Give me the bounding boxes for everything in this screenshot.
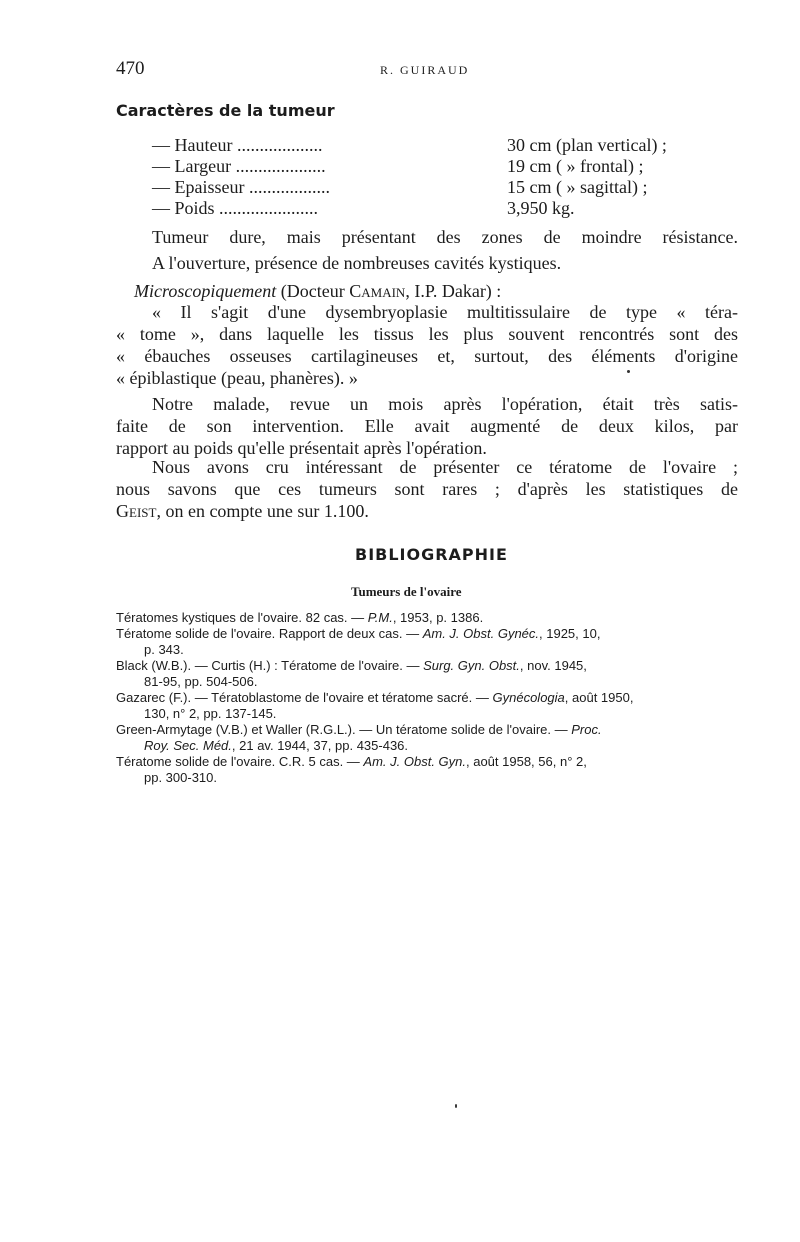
journal-title: Surg. Gyn. Obst. [423, 658, 520, 673]
text-line: A l'ouverture, présence de nombreuses cavités kystiques. [152, 253, 562, 273]
journal-title: Gynécologia [492, 690, 565, 705]
text-fragment: Gazarec (F.). — Tératoblastome de l'ovaire et tératome sacré. — [116, 690, 493, 705]
text-line [116, 500, 738, 522]
measurement-value: 30 cm (plan vertical) ; [507, 135, 667, 155]
section-title: Caractères de la tumeur [116, 101, 335, 120]
speck-mark [627, 370, 630, 373]
journal-title: Roy. Sec. Méd. [144, 738, 232, 753]
author-name: Camain [349, 281, 406, 301]
bibliography-title: BIBLIOGRAPHIE [355, 545, 508, 564]
bibliography-subtitle: Tumeurs de l'ovaire [351, 584, 462, 599]
reference-line [116, 626, 740, 642]
text-fragment: , nov. 1945, [519, 658, 587, 673]
author-name: Geist [116, 501, 157, 521]
reference-line [116, 754, 740, 770]
text-fragment: Tératomes kystiques de l'ovaire. 82 cas. — [116, 610, 368, 625]
text-fragment: , août 1950, [564, 690, 634, 705]
measurement-label: — Epaisseur .................. [152, 177, 330, 197]
measurement-label: — Poids ...................... [152, 198, 319, 218]
reference-line [116, 738, 740, 754]
measurement-height [152, 135, 752, 157]
quote-line: « ébauches osseuses cartilagineuses et, surtout, des éléments d'origine [116, 346, 738, 366]
measurement-value: 19 cm ( » frontal) ; [507, 156, 644, 176]
reference-line: p. 343. [144, 642, 184, 657]
quote-line: « Il s'agit d'une dysembryoplasie multitissulaire de type « téra- [152, 302, 738, 322]
quote-line: « tome », dans laquelle les tissus les plus souvent rencontrés sont des [116, 324, 738, 344]
reference-line: 130, n° 2, pp. 137-145. [144, 706, 277, 721]
journal-title: Am. J. Obst. Gyn. [363, 754, 466, 769]
reference-line [116, 610, 740, 626]
measurement-value: 15 cm ( » sagittal) ; [507, 177, 648, 197]
reference-item [116, 610, 740, 626]
speck-mark [455, 1104, 457, 1108]
text-line: rapport au poids qu'elle présentait après l'opération. [116, 438, 487, 458]
text-line: Notre malade, revue un mois après l'opération, était très satis- [152, 394, 738, 414]
text-fragment: , 21 av. 1944, 37, pp. 435-436. [231, 738, 409, 753]
text-line: nous savons que ces tumeurs sont rares ; d'après les statistiques de [116, 479, 738, 499]
paragraph-opening [116, 252, 738, 274]
text-fragment: , 1953, p. 1386. [392, 610, 484, 625]
text-fragment: , on en compte une sur 1.100. [156, 501, 369, 521]
journal-title: Am. J. Obst. Gynéc. [422, 626, 540, 641]
measurement-value: 3,950 kg. [507, 198, 575, 218]
text-fragment: , I.P. Dakar) : [405, 281, 502, 301]
quote-line: « épiblastique (peau, phanères). » [116, 368, 358, 388]
text-fragment: , 1925, 10, [539, 626, 601, 641]
measurement-weight [152, 198, 752, 220]
text-fragment: , août 1958, 56, n° 2, [466, 754, 587, 769]
text-line: faite de son intervention. Elle avait augmenté de deux kilos, par [116, 416, 738, 436]
paragraph-followup [116, 393, 738, 459]
reference-item [116, 658, 740, 690]
measurement-width [152, 156, 752, 178]
paragraph-consistency [116, 226, 738, 248]
text-line [116, 280, 738, 302]
text-fragment: Tératome solide de l'ovaire. C.R. 5 cas. — [116, 754, 364, 769]
reference-line: 81-95, pp. 504-506. [144, 674, 258, 689]
reference-line: pp. 300-310. [144, 770, 218, 785]
reference-line [116, 690, 740, 706]
text-fragment: Black (W.B.). — Curtis (H.) : Tératome de l'ovaire. — [116, 658, 424, 673]
page-number: 470 [116, 58, 145, 79]
paragraph-conclusion [116, 456, 738, 522]
reference-item [116, 690, 740, 722]
measurement-thickness [152, 177, 752, 199]
text-fragment: (Docteur [276, 281, 350, 301]
reference-item [116, 626, 740, 658]
reference-line [116, 658, 740, 674]
reference-item [116, 754, 740, 786]
paragraph-microscopy-intro [116, 280, 738, 302]
quote-block [116, 301, 738, 389]
reference-line [116, 722, 740, 738]
reference-list [116, 610, 740, 786]
reference-item [116, 722, 740, 754]
measurement-label: — Largeur .................... [152, 156, 326, 176]
measurement-label: — Hauteur ................... [152, 135, 323, 155]
running-head: R. GUIRAUD [380, 63, 470, 77]
text-line: Tumeur dure, mais présentant des zones de moindre résistance. [152, 227, 738, 247]
journal-title: Proc. [571, 722, 602, 737]
text-line: Nous avons cru intéressant de présenter ce tératome de l'ovaire ; [152, 457, 738, 477]
text-fragment: Green-Armytage (V.B.) et Waller (R.G.L.). — Un tératome solide de l'ovaire. — [116, 722, 572, 737]
italic-term: Microscopiquement [134, 281, 277, 301]
journal-title: P.M. [367, 610, 393, 625]
text-fragment: Tératome solide de l'ovaire. Rapport de deux cas. — [116, 626, 423, 641]
